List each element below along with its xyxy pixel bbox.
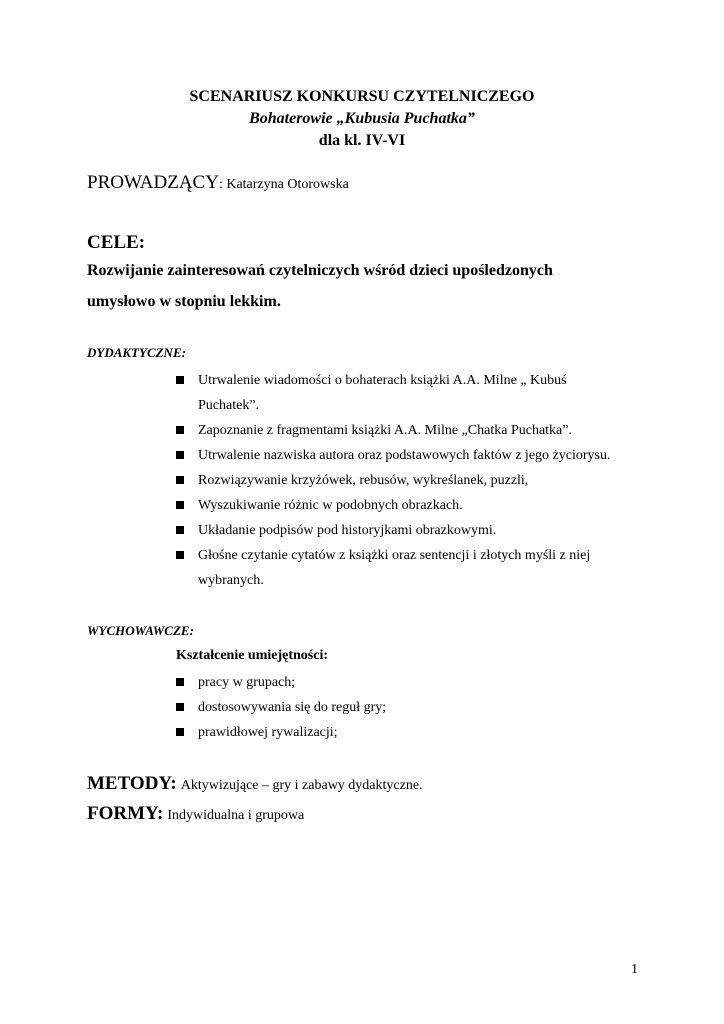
list-item-text: prawidłowej rywalizacji; [198, 725, 338, 740]
list-item-continuation: Puchatek”. [198, 398, 260, 413]
square-bullet-icon [176, 551, 184, 559]
square-bullet-icon [176, 426, 184, 434]
list-item [176, 443, 610, 468]
educational-label: WYCHOWAWCZE: [87, 623, 194, 638]
list-item-text: Zapoznanie z fragmentami książki A.A. Milne „Chatka Puchatka”. [198, 423, 572, 438]
methods-label: METODY: [87, 773, 177, 794]
educational-list [176, 670, 386, 745]
square-bullet-icon [176, 451, 184, 459]
goals-label: CELE: [87, 232, 146, 253]
forms-label: FORMY: [87, 803, 164, 824]
list-item-text: Rozwiązywanie krzyżówek, rebusów, wykreślanek, puzzli, [198, 473, 529, 488]
list-item-text: Wyszukiwanie różnic w podobnych obrazkach. [198, 498, 463, 513]
forms-text: Indywidualna i grupowa [167, 808, 305, 823]
list-item [176, 670, 386, 695]
square-bullet-icon [176, 526, 184, 534]
list-item [176, 418, 610, 443]
square-bullet-icon [176, 678, 184, 686]
leader-name: Katarzyna Otorowska [226, 177, 349, 192]
page-number: 1 [631, 962, 638, 977]
list-item-text: Utrwalenie wiadomości o bohaterach książki A.A. Milne „ Kubuś [198, 373, 567, 388]
leader-line [87, 172, 349, 194]
methods-text: Aktywizujące – gry i zabawy dydaktyczne. [180, 778, 423, 793]
list-item [176, 493, 610, 518]
educational-subheading: Kształcenie umiejętności: [176, 648, 329, 663]
list-item [176, 468, 610, 493]
goals-text-line-1: Rozwijanie zainteresowań czytelniczych wśród dzieci upośledzonych [87, 262, 553, 279]
list-item-text: Głośne czytanie cytatów z książki oraz sentencji i złotych myśli z niej [198, 548, 591, 563]
didactic-list [176, 368, 610, 593]
leader-label: PROWADZĄCY [87, 172, 219, 193]
didactic-label: DYDAKTYCZNE: [87, 345, 186, 360]
square-bullet-icon [176, 476, 184, 484]
list-item-text: dostosowywania się do reguł gry; [198, 700, 387, 715]
list-item [176, 695, 386, 720]
forms-line [87, 803, 304, 825]
list-item-continuation: wybranych. [198, 573, 264, 588]
leader-separator: : [218, 177, 227, 192]
square-bullet-icon [176, 376, 184, 384]
list-item [176, 368, 610, 418]
title-line-3: dla kl. IV-VI [318, 132, 406, 149]
square-bullet-icon [176, 703, 184, 711]
list-item [176, 543, 610, 593]
list-item-text: Układanie podpisów pod historyjkami obrazkowymi. [198, 523, 497, 538]
list-item-text: pracy w grupach; [198, 675, 296, 690]
list-item [176, 518, 610, 543]
title-line-2: Bohaterowie „Kubusia Puchatka” [249, 110, 475, 127]
document-title [0, 86, 724, 152]
methods-line [87, 773, 423, 795]
square-bullet-icon [176, 728, 184, 736]
title-line-1: SCENARIUSZ KONKURSU CZYTELNICZEGO [189, 88, 535, 105]
goals-text-line-2: umysłowo w stopniu lekkim. [87, 293, 281, 310]
list-item [176, 720, 386, 745]
square-bullet-icon [176, 501, 184, 509]
list-item-text: Utrwalenie nazwiska autora oraz podstawowych faktów z jego życiorysu. [198, 448, 611, 463]
